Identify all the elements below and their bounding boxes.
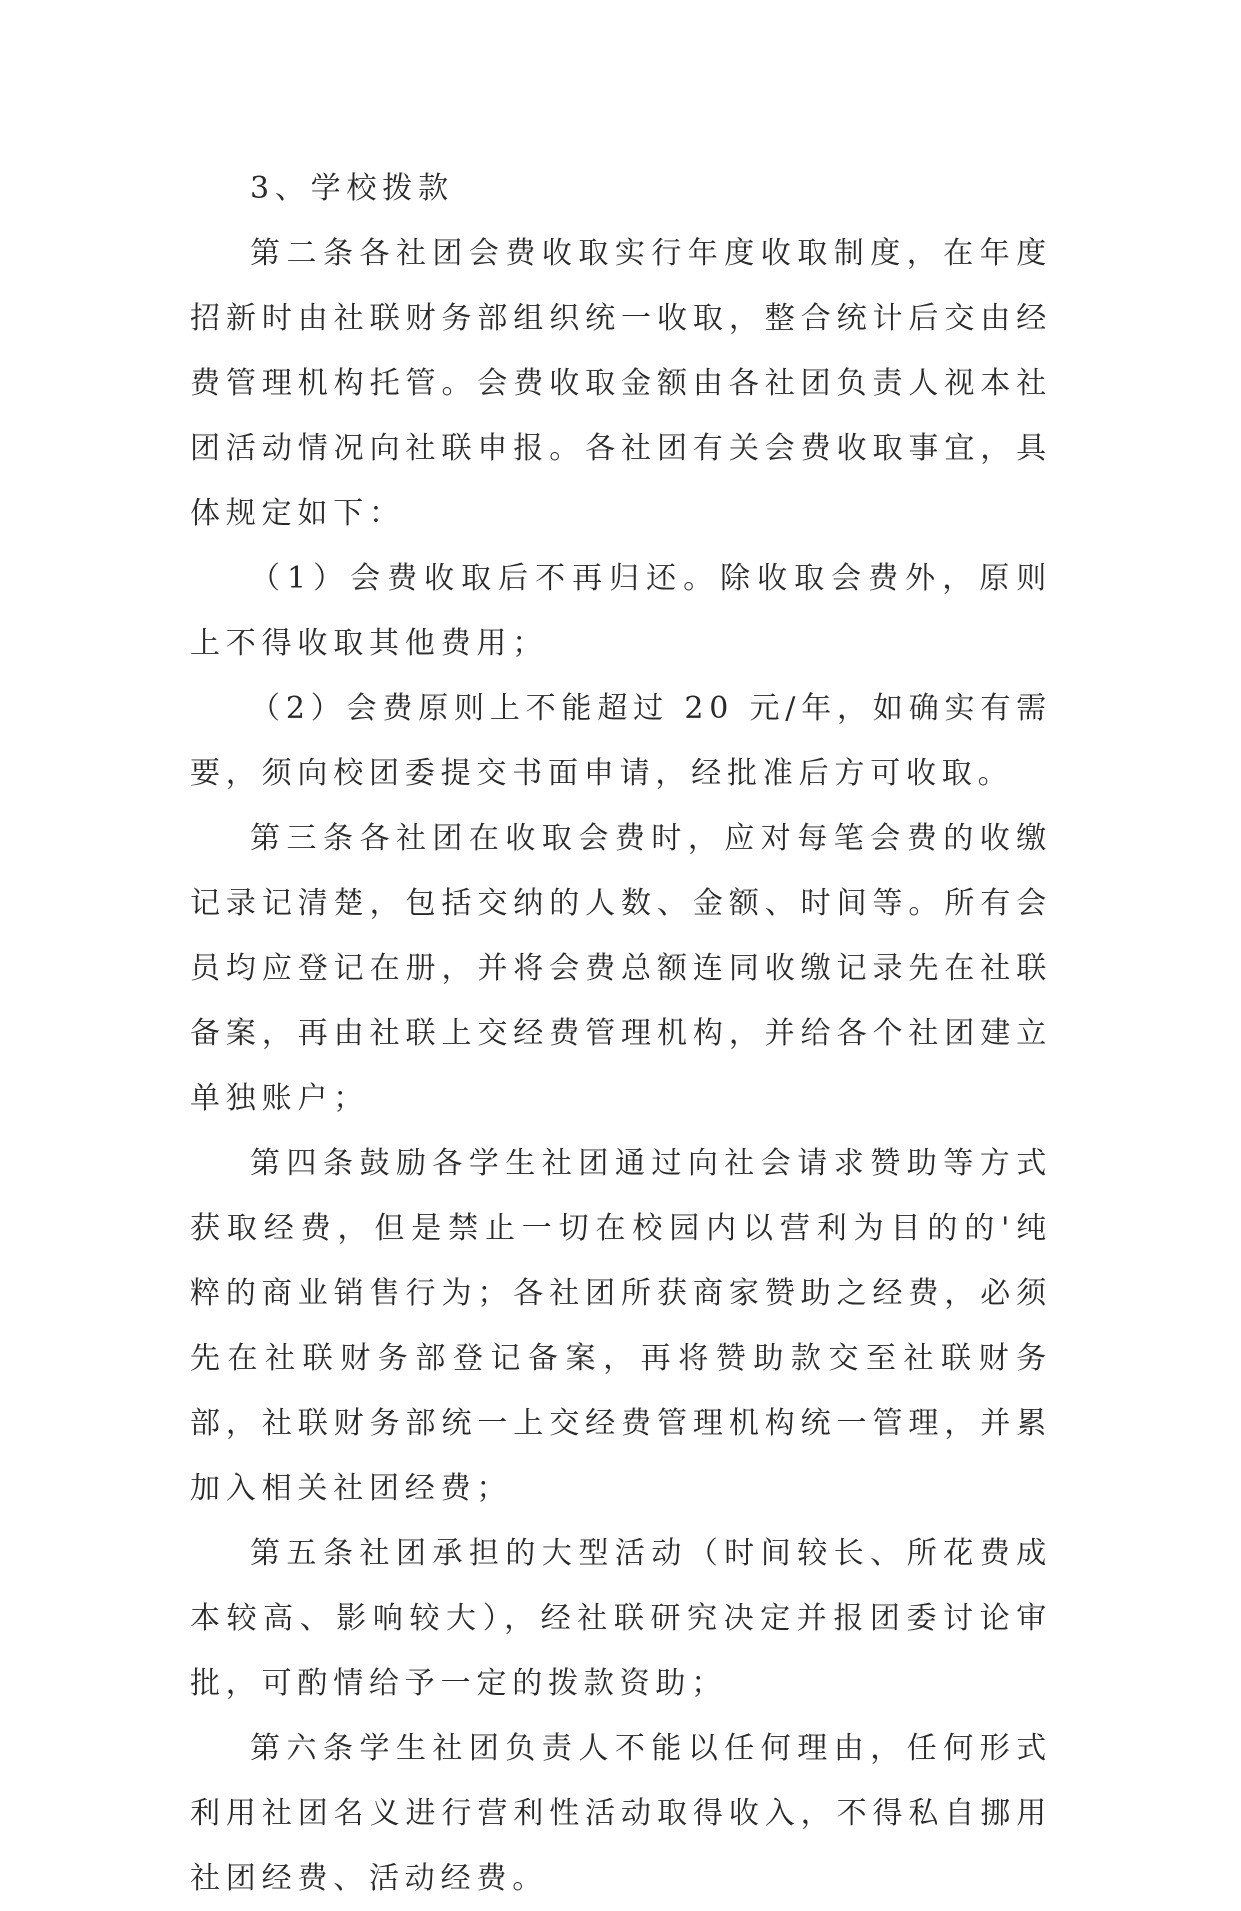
paragraph-school-allocation: 3、学校拨款: [250, 171, 454, 206]
paragraph-article-3: 第三条各社团在收取会费时，应对每笔会费的收缴记录记清楚，包括交纳的人数、金额、时间等。所有会员均应登记在册，并将会费总额连同收缴记录先在社联备案，再由社联上交经费管理机构，并给各个社团建立单独账户；: [190, 821, 1052, 1116]
document-body: [190, 156, 1052, 1911]
paragraph-article-4: 第四条鼓励各学生社团通过向社会请求赞助等方式获取经费，但是禁止一切在校园内以营利为目的的'纯粹的商业销售行为；各社团所获商家赞助之经费，必须先在社联财务部登记备案，再将赞助款交至社联财务部，社联财务部统一上交经费管理机构统一管理，并累加入相关社团经费；: [190, 1146, 1052, 1506]
paragraph-article-2: 第二条各社团会费收取实行年度收取制度，在年度招新时由社联财务部组织统一收取，整合统计后交由经费管理机构托管。会费收取金额由各社团负责人视本社团活动情况向社联申报。各社团有关会费收取事宜，具体规定如下：: [190, 236, 1052, 531]
paragraph-rule-1: （1）会费收取后不再归还。除收取会费外，原则上不得收取其他费用；: [190, 561, 1052, 661]
paragraph-rule-2: （2）会费原则上不能超过 20 元/年，如确实有需要，须向校团委提交书面申请，经批准后方可收取。: [190, 691, 1052, 791]
paragraph-article-5: 第五条社团承担的大型活动（时间较长、所花费成本较高、影响较大），经社联研究决定并报团委讨论审批，可酌情给予一定的拨款资助；: [190, 1536, 1052, 1701]
paragraph-article-6: 第六条学生社团负责人不能以任何理由，任何形式利用社团名义进行营利性活动取得收入，不得私自挪用社团经费、活动经费。: [190, 1731, 1052, 1896]
